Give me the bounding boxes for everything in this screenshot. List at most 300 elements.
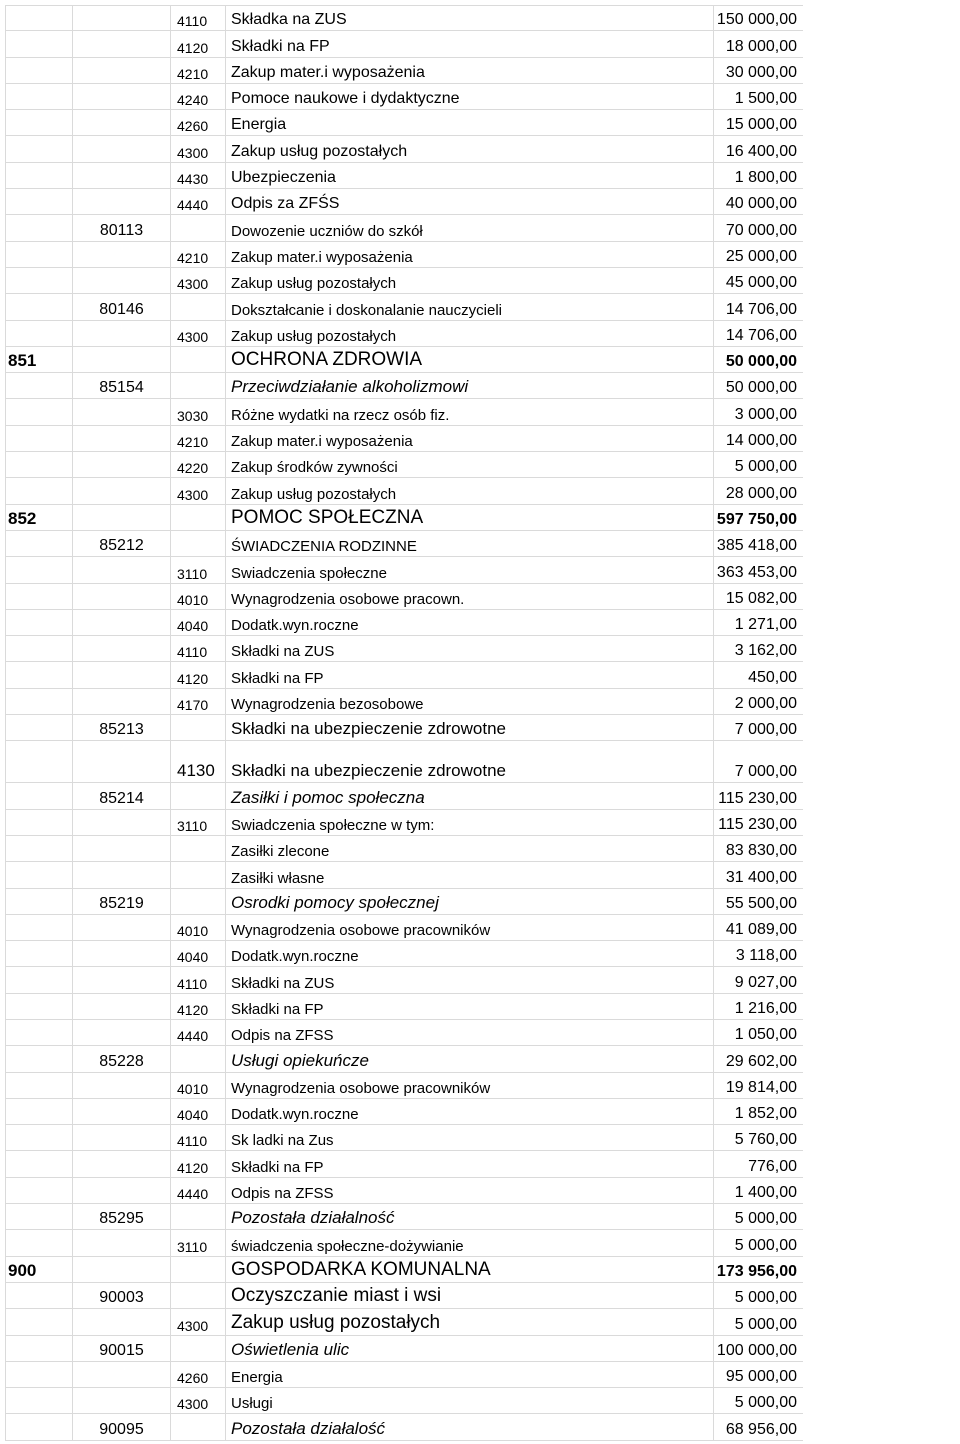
rozdzial-cell-text: 85295 [99,1210,144,1228]
dzial-cell [5,31,73,57]
rozdzial-cell [73,862,171,888]
dzial-cell [5,1414,73,1440]
name-cell [226,478,714,504]
amount-cell-text: 55 500,00 [725,894,797,912]
paragraf-cell [171,1414,226,1440]
table-row [0,294,960,320]
table-row [0,1336,960,1362]
paragraf-cell [171,1204,226,1230]
dzial-cell [5,662,73,688]
dzial-cell [5,5,73,31]
name-cell-text: Składki na ubezpieczenie zdrowotne [231,719,507,739]
table-row [0,1020,960,1046]
dzial-cell [5,810,73,836]
paragraf-cell [171,662,226,688]
paragraf-cell [171,1336,226,1362]
amount-cell [714,58,803,84]
table-row [0,1362,960,1388]
amount-cell [714,452,803,478]
dzial-cell [5,1283,73,1309]
rozdzial-cell [73,163,171,189]
name-cell [226,189,714,215]
amount-cell-text: 1 271,00 [734,616,797,634]
paragraf-cell-text: 4040 [177,949,209,966]
name-cell-text: Składki na ZUS [231,974,335,992]
paragraf-cell [171,1283,226,1309]
name-cell-text: Zakup usług pozostałych [231,142,408,160]
paragraf-cell [171,1178,226,1204]
amount-cell-text: 5 000,00 [734,1210,797,1228]
paragraf-cell [171,31,226,57]
amount-cell-text: 173 956,00 [716,1262,797,1280]
amount-cell-text: 95 000,00 [725,1368,797,1386]
amount-cell-text: 385 418,00 [716,537,797,555]
rozdzial-cell [73,1362,171,1388]
name-cell [226,967,714,993]
amount-cell-text: 363 453,00 [716,563,797,581]
name-cell-text: Odpis na ZFSS [231,1185,334,1203]
amount-cell [714,1073,803,1099]
amount-cell [714,373,803,399]
table-row [0,31,960,57]
rozdzial-cell [73,242,171,268]
amount-cell [714,941,803,967]
paragraf-cell-text: 4120 [177,670,209,687]
name-cell-text: Ubezpieczenia [231,169,336,187]
paragraf-cell-text: 4440 [177,1186,209,1203]
dzial-cell [5,610,73,636]
amount-cell-text: 1 400,00 [734,1184,797,1202]
name-cell [226,1336,714,1362]
amount-cell [714,584,803,610]
paragraf-cell-text: 3110 [177,565,208,582]
amount-cell-text: 14 000,00 [725,432,797,450]
amount-cell [714,136,803,162]
amount-cell [714,1178,803,1204]
name-cell [226,399,714,425]
dzial-cell [5,636,73,662]
paragraf-cell [171,58,226,84]
table-row [0,1178,960,1204]
paragraf-cell [171,1257,226,1283]
amount-cell [714,1020,803,1046]
paragraf-cell-text: 4260 [177,118,209,135]
rozdzial-cell [73,636,171,662]
amount-cell [714,1336,803,1362]
dzial-cell [5,452,73,478]
table-row [0,163,960,189]
name-cell [226,215,714,241]
name-cell [226,1414,714,1440]
amount-cell [714,1388,803,1414]
paragraf-cell-text: 4260 [177,1370,209,1387]
name-cell-text: Usługi opiekuńcze [231,1050,369,1070]
paragraf-cell [171,1309,226,1335]
name-cell [226,810,714,836]
amount-cell-text: 115 230,00 [718,815,797,833]
paragraf-cell-text: 4300 [177,144,209,161]
amount-cell [714,715,803,741]
paragraf-cell [171,1362,226,1388]
rozdzial-cell [73,1125,171,1151]
rozdzial-cell [73,373,171,399]
rozdzial-cell-text: 90015 [99,1341,144,1359]
name-cell [226,163,714,189]
dzial-cell [5,889,73,915]
dzial-cell [5,941,73,967]
table-row [0,1309,960,1335]
dzial-cell [5,1099,73,1125]
dzial-cell [5,505,73,531]
table-row [0,136,960,162]
name-cell-text: OCHRONA ZDROWIA [231,349,423,371]
amount-cell [714,836,803,862]
rozdzial-cell-text: 85219 [99,894,144,912]
name-cell-text: Składka na ZUS [231,11,347,29]
dzial-cell [5,741,73,783]
name-cell [226,452,714,478]
rozdzial-cell [73,689,171,715]
amount-cell [714,1362,803,1388]
paragraf-cell [171,836,226,862]
paragraf-cell-text: 4040 [177,1107,209,1124]
table-row [0,1151,960,1177]
rozdzial-cell [73,321,171,347]
rozdzial-cell [73,5,171,31]
table-row [0,636,960,662]
rozdzial-cell [73,215,171,241]
rozdzial-cell [73,1099,171,1125]
amount-cell-text: 5 000,00 [734,1236,797,1254]
amount-cell [714,478,803,504]
name-cell [226,321,714,347]
paragraf-cell [171,268,226,294]
paragraf-cell [171,347,226,373]
paragraf-cell [171,783,226,809]
rozdzial-cell [73,136,171,162]
amount-cell [714,662,803,688]
rozdzial-cell [73,189,171,215]
amount-cell-text: 1 216,00 [734,999,797,1017]
table-row [0,1099,960,1125]
paragraf-cell-text: 4010 [177,1080,209,1097]
dzial-cell [5,1178,73,1204]
name-cell-text: Odpis na ZFSS [231,1027,334,1045]
paragraf-cell [171,294,226,320]
name-cell-text: Dodatk.wyn.roczne [231,617,359,635]
paragraf-cell-text: 4170 [177,697,209,714]
table-row [0,426,960,452]
amount-cell-text: 50 000,00 [725,353,797,371]
rozdzial-cell-text: 90095 [99,1420,144,1438]
table-row [0,836,960,862]
paragraf-cell [171,505,226,531]
name-cell-text: Wynagrodzenia osobowe pracowników [231,1079,491,1097]
rozdzial-cell [73,557,171,583]
paragraf-cell [171,5,226,31]
dzial-cell [5,584,73,610]
name-cell [226,889,714,915]
amount-cell [714,1309,803,1335]
table-row [0,1388,960,1414]
rozdzial-cell [73,1388,171,1414]
table-row [0,452,960,478]
name-cell [226,1020,714,1046]
amount-cell-text: 5 000,00 [734,1315,797,1333]
rozdzial-cell-text: 85228 [99,1052,144,1070]
amount-cell-text: 15 000,00 [725,116,797,134]
table-row [0,967,960,993]
paragraf-cell-text: 4010 [177,923,209,940]
name-cell [226,783,714,809]
name-cell-text: Zasiłki własne [231,869,325,887]
rozdzial-cell [73,294,171,320]
paragraf-cell [171,1073,226,1099]
amount-cell-text: 9 027,00 [734,973,797,991]
amount-cell [714,557,803,583]
rozdzial-cell-text: 85154 [99,379,144,397]
amount-cell [714,347,803,373]
table-row [0,689,960,715]
table-row [0,189,960,215]
rozdzial-cell [73,426,171,452]
amount-cell-text: 40 000,00 [725,195,797,213]
rozdzial-cell-text: 85214 [99,789,144,807]
name-cell-text: Zakup usług pozostałych [231,275,397,293]
rozdzial-cell [73,1336,171,1362]
paragraf-cell-text: 3110 [177,1238,208,1255]
name-cell-text: Energia [231,1369,283,1387]
amount-cell-text: 31 400,00 [725,868,797,886]
paragraf-cell-text: 4110 [177,13,208,30]
amount-cell-text: 16 400,00 [725,142,797,160]
paragraf-cell [171,1125,226,1151]
name-cell-text: Składki na FP [231,1000,324,1018]
rozdzial-cell [73,941,171,967]
name-cell-text: świadczenia społeczne-dożywianie [231,1237,464,1255]
name-cell [226,994,714,1020]
name-cell [226,1309,714,1335]
dzial-cell [5,110,73,136]
name-cell-text: Energia [231,116,287,134]
name-cell-text: Sk ladki na Zus [231,1132,334,1150]
paragraf-cell [171,373,226,399]
table-row [0,399,960,425]
name-cell [226,373,714,399]
paragraf-cell [171,136,226,162]
amount-cell-text: 1 852,00 [734,1105,797,1123]
rozdzial-cell [73,268,171,294]
amount-cell [714,810,803,836]
table-row [0,715,960,741]
table-row [0,242,960,268]
dzial-cell [5,58,73,84]
amount-cell [714,215,803,241]
amount-cell-text: 14 706,00 [725,326,797,344]
amount-cell [714,741,803,783]
name-cell-text: Zakup mater.i wyposażenia [231,248,413,266]
name-cell [226,662,714,688]
paragraf-cell-text: 4130 [177,761,215,781]
amount-cell [714,242,803,268]
name-cell-text: Swiadczenia społeczne [231,564,387,582]
dzial-cell [5,399,73,425]
dzial-cell [5,136,73,162]
paragraf-cell-text: 4300 [177,1396,209,1413]
dzial-cell [5,1125,73,1151]
name-cell [226,584,714,610]
rozdzial-cell [73,110,171,136]
name-cell [226,636,714,662]
rozdzial-cell [73,452,171,478]
rozdzial-cell [73,715,171,741]
paragraf-cell [171,426,226,452]
paragraf-cell [171,967,226,993]
name-cell-text: Wynagrodzenia osobowe pracowników [231,922,491,940]
table-row [0,783,960,809]
dzial-cell [5,242,73,268]
paragraf-cell [171,399,226,425]
table-row [0,810,960,836]
amount-cell [714,189,803,215]
dzial-cell-text: 852 [8,508,37,528]
rozdzial-cell [73,1151,171,1177]
rozdzial-cell [73,1020,171,1046]
dzial-cell [5,1151,73,1177]
amount-cell [714,1099,803,1125]
rozdzial-cell [73,810,171,836]
table-row [0,215,960,241]
amount-cell-text: 70 000,00 [725,221,797,239]
name-cell [226,915,714,941]
rozdzial-cell [73,783,171,809]
name-cell [226,1125,714,1151]
rozdzial-cell [73,610,171,636]
name-cell-text: Pozostała działalość [231,1418,386,1438]
amount-cell [714,862,803,888]
dzial-cell [5,478,73,504]
amount-cell [714,915,803,941]
amount-cell-text: 1 050,00 [734,1026,797,1044]
paragraf-cell-text: 4440 [177,1028,209,1045]
paragraf-cell-text: 4300 [177,486,209,503]
table-row [0,373,960,399]
rozdzial-cell [73,967,171,993]
paragraf-cell-text: 4210 [177,434,209,451]
amount-cell [714,294,803,320]
amount-cell-text: 18 000,00 [725,37,797,55]
name-cell-text: Zakup środków zywności [231,459,398,477]
amount-cell [714,967,803,993]
name-cell-text: Składki na ZUS [231,643,335,661]
name-cell-text: Składki na FP [231,37,330,55]
amount-cell [714,1125,803,1151]
paragraf-cell [171,215,226,241]
amount-cell-text: 5 000,00 [734,458,797,476]
amount-cell [714,783,803,809]
amount-cell [714,399,803,425]
dzial-cell [5,294,73,320]
rozdzial-cell [73,584,171,610]
name-cell [226,862,714,888]
amount-cell-text: 450,00 [748,668,797,686]
paragraf-cell [171,452,226,478]
table-row [0,84,960,110]
table-row [0,478,960,504]
paragraf-cell [171,915,226,941]
table-row [0,915,960,941]
name-cell-text: Różne wydatki na rzecz osób fiz. [231,406,450,424]
dzial-cell-text: 900 [8,1260,37,1280]
table-row [0,1257,960,1283]
amount-cell [714,31,803,57]
table-row [0,1230,960,1256]
name-cell [226,84,714,110]
dzial-cell [5,1336,73,1362]
rozdzial-cell [73,531,171,557]
paragraf-cell-text: 4040 [177,618,209,635]
paragraf-cell [171,557,226,583]
name-cell [226,505,714,531]
amount-cell-text: 30 000,00 [725,63,797,81]
name-cell-text: ŚWIADCZENIA RODZINNE [231,538,417,556]
amount-cell-text: 1 500,00 [734,90,797,108]
paragraf-cell-text: 4300 [177,328,209,345]
amount-cell [714,268,803,294]
amount-cell [714,1204,803,1230]
rozdzial-cell [73,662,171,688]
name-cell-text: Usługi [231,1395,273,1413]
table-row [0,1204,960,1230]
name-cell-text: POMOC SPOŁECZNA [231,506,424,528]
paragraf-cell [171,994,226,1020]
paragraf-cell [171,889,226,915]
amount-cell [714,531,803,557]
rozdzial-cell [73,741,171,783]
name-cell [226,58,714,84]
amount-cell [714,1283,803,1309]
dzial-cell [5,1046,73,1072]
amount-cell-text: 5 000,00 [734,1394,797,1412]
rozdzial-cell [73,1414,171,1440]
rozdzial-cell-text: 85213 [99,721,144,739]
name-cell [226,531,714,557]
name-cell-text: Zakup usług pozostałych [231,327,397,345]
paragraf-cell-text: 4210 [177,65,209,82]
amount-cell-text: 5 760,00 [734,1131,797,1149]
name-cell-text: Zakup usług pozostałych [231,1311,441,1333]
paragraf-cell-text: 4120 [177,1159,209,1176]
dzial-cell [5,1230,73,1256]
paragraf-cell [171,242,226,268]
paragraf-cell-text: 4120 [177,1001,209,1018]
dzial-cell [5,1309,73,1335]
paragraf-cell [171,689,226,715]
amount-cell [714,1230,803,1256]
name-cell-text: Zasiłki zlecone [231,843,330,861]
name-cell-text: Dodatk.wyn.roczne [231,948,359,966]
rozdzial-cell [73,1257,171,1283]
amount-cell-text: 14 706,00 [725,300,797,318]
table-row [0,347,960,373]
name-cell [226,1230,714,1256]
dzial-cell [5,189,73,215]
name-cell [226,1388,714,1414]
dzial-cell [5,426,73,452]
dzial-cell [5,783,73,809]
rozdzial-cell [73,1046,171,1072]
table-row [0,662,960,688]
